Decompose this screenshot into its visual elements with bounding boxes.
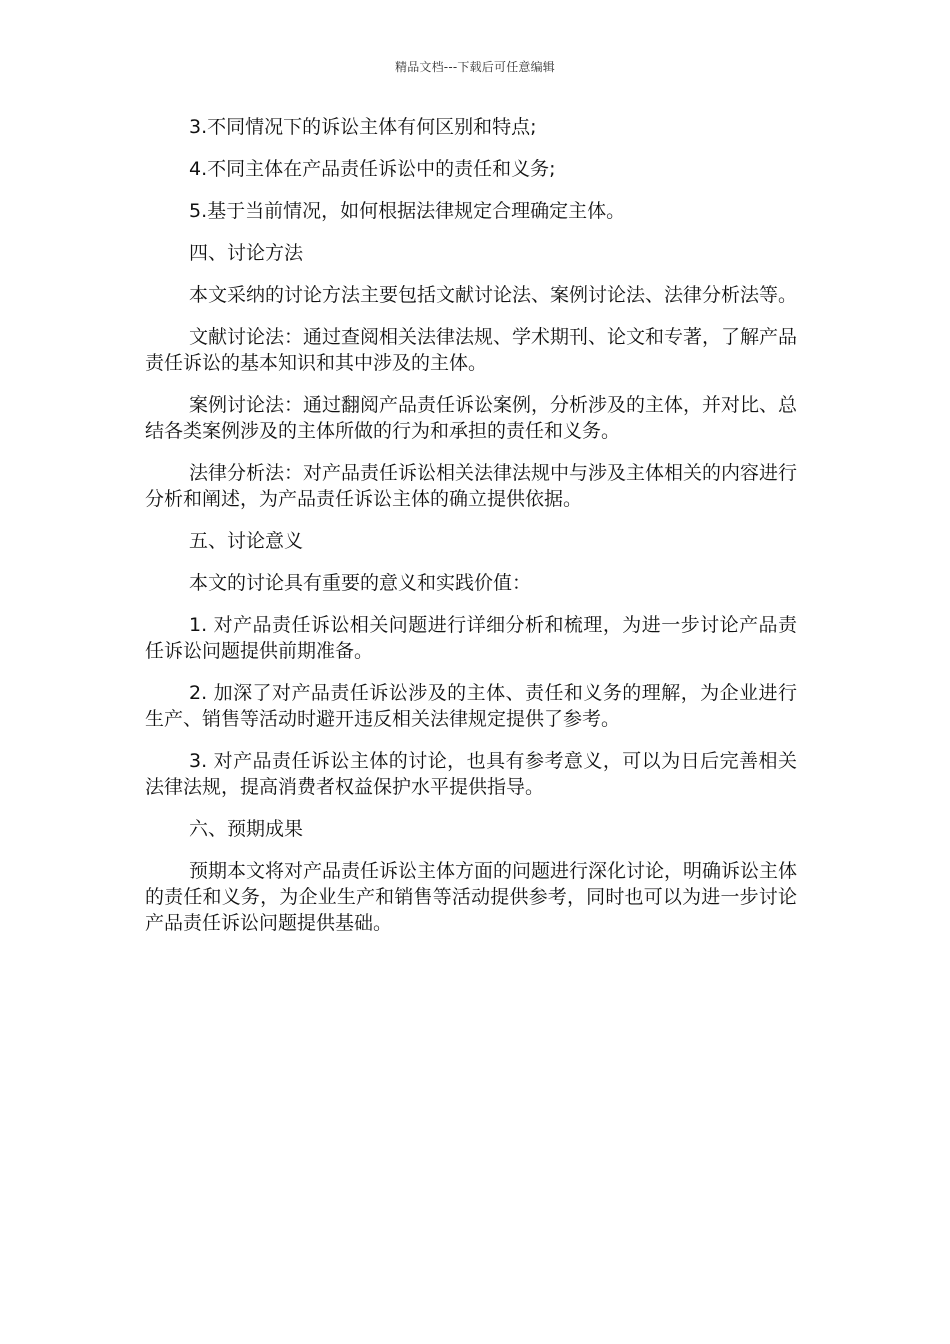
legal-analysis-paragraph: 法律分析法：对产品责任诉讼相关法律法规中与涉及主体相关的内容进行分析和阐述，为产品责任诉讼主体的确立提供依据。 xyxy=(145,462,798,510)
case-method-paragraph: 案例讨论法：通过翻阅产品责任诉讼案例，分析涉及的主体，并对比、总结各类案例涉及的主体所做的行为和承担的责任和义务。 xyxy=(145,394,798,442)
significance-item-3: 3. 对产品责任诉讼主体的讨论，也具有参考意义，可以为日后完善相关法律法规，提高消费者权益保护水平提供指导。 xyxy=(145,750,797,798)
list-item-4: 4.不同主体在产品责任诉讼中的责任和义务; xyxy=(189,158,556,180)
page-header: 精品文档---下载后可任意编辑 xyxy=(395,60,555,74)
list-item-3: 3.不同情况下的诉讼主体有何区别和特点; xyxy=(189,116,537,138)
literature-method-paragraph: 文献讨论法：通过查阅相关法律法规、学术期刊、论文和专著，了解产品责任诉讼的基本知识和其中涉及的主体。 xyxy=(145,326,798,374)
significance-intro-paragraph: 本文的讨论具有重要的意义和实践价值： xyxy=(189,572,532,594)
section-heading-significance: 五、讨论意义 xyxy=(189,530,304,552)
outcomes-paragraph: 预期本文将对产品责任诉讼主体方面的问题进行深化讨论，明确诉讼主体的责任和义务，为企业生产和销售等活动提供参考，同时也可以为进一步讨论产品责任诉讼问题提供基础。 xyxy=(145,860,798,934)
methods-intro-paragraph: 本文采纳的讨论方法主要包括文献讨论法、案例讨论法、法律分析法等。 xyxy=(189,284,798,306)
section-heading-methods: 四、讨论方法 xyxy=(189,242,304,264)
document-body xyxy=(145,114,797,952)
significance-item-2: 2. 加深了对产品责任诉讼涉及的主体、责任和义务的理解，为企业进行生产、销售等活动时避开违反相关法律规定提供了参考。 xyxy=(145,682,797,730)
list-item-5: 5.基于当前情况，如何根据法律规定合理确定主体。 xyxy=(189,200,626,222)
section-heading-outcomes: 六、预期成果 xyxy=(189,818,304,840)
significance-item-1: 1. 对产品责任诉讼相关问题进行详细分析和梳理，为进一步讨论产品责任诉讼问题提供前期准备。 xyxy=(145,614,797,662)
